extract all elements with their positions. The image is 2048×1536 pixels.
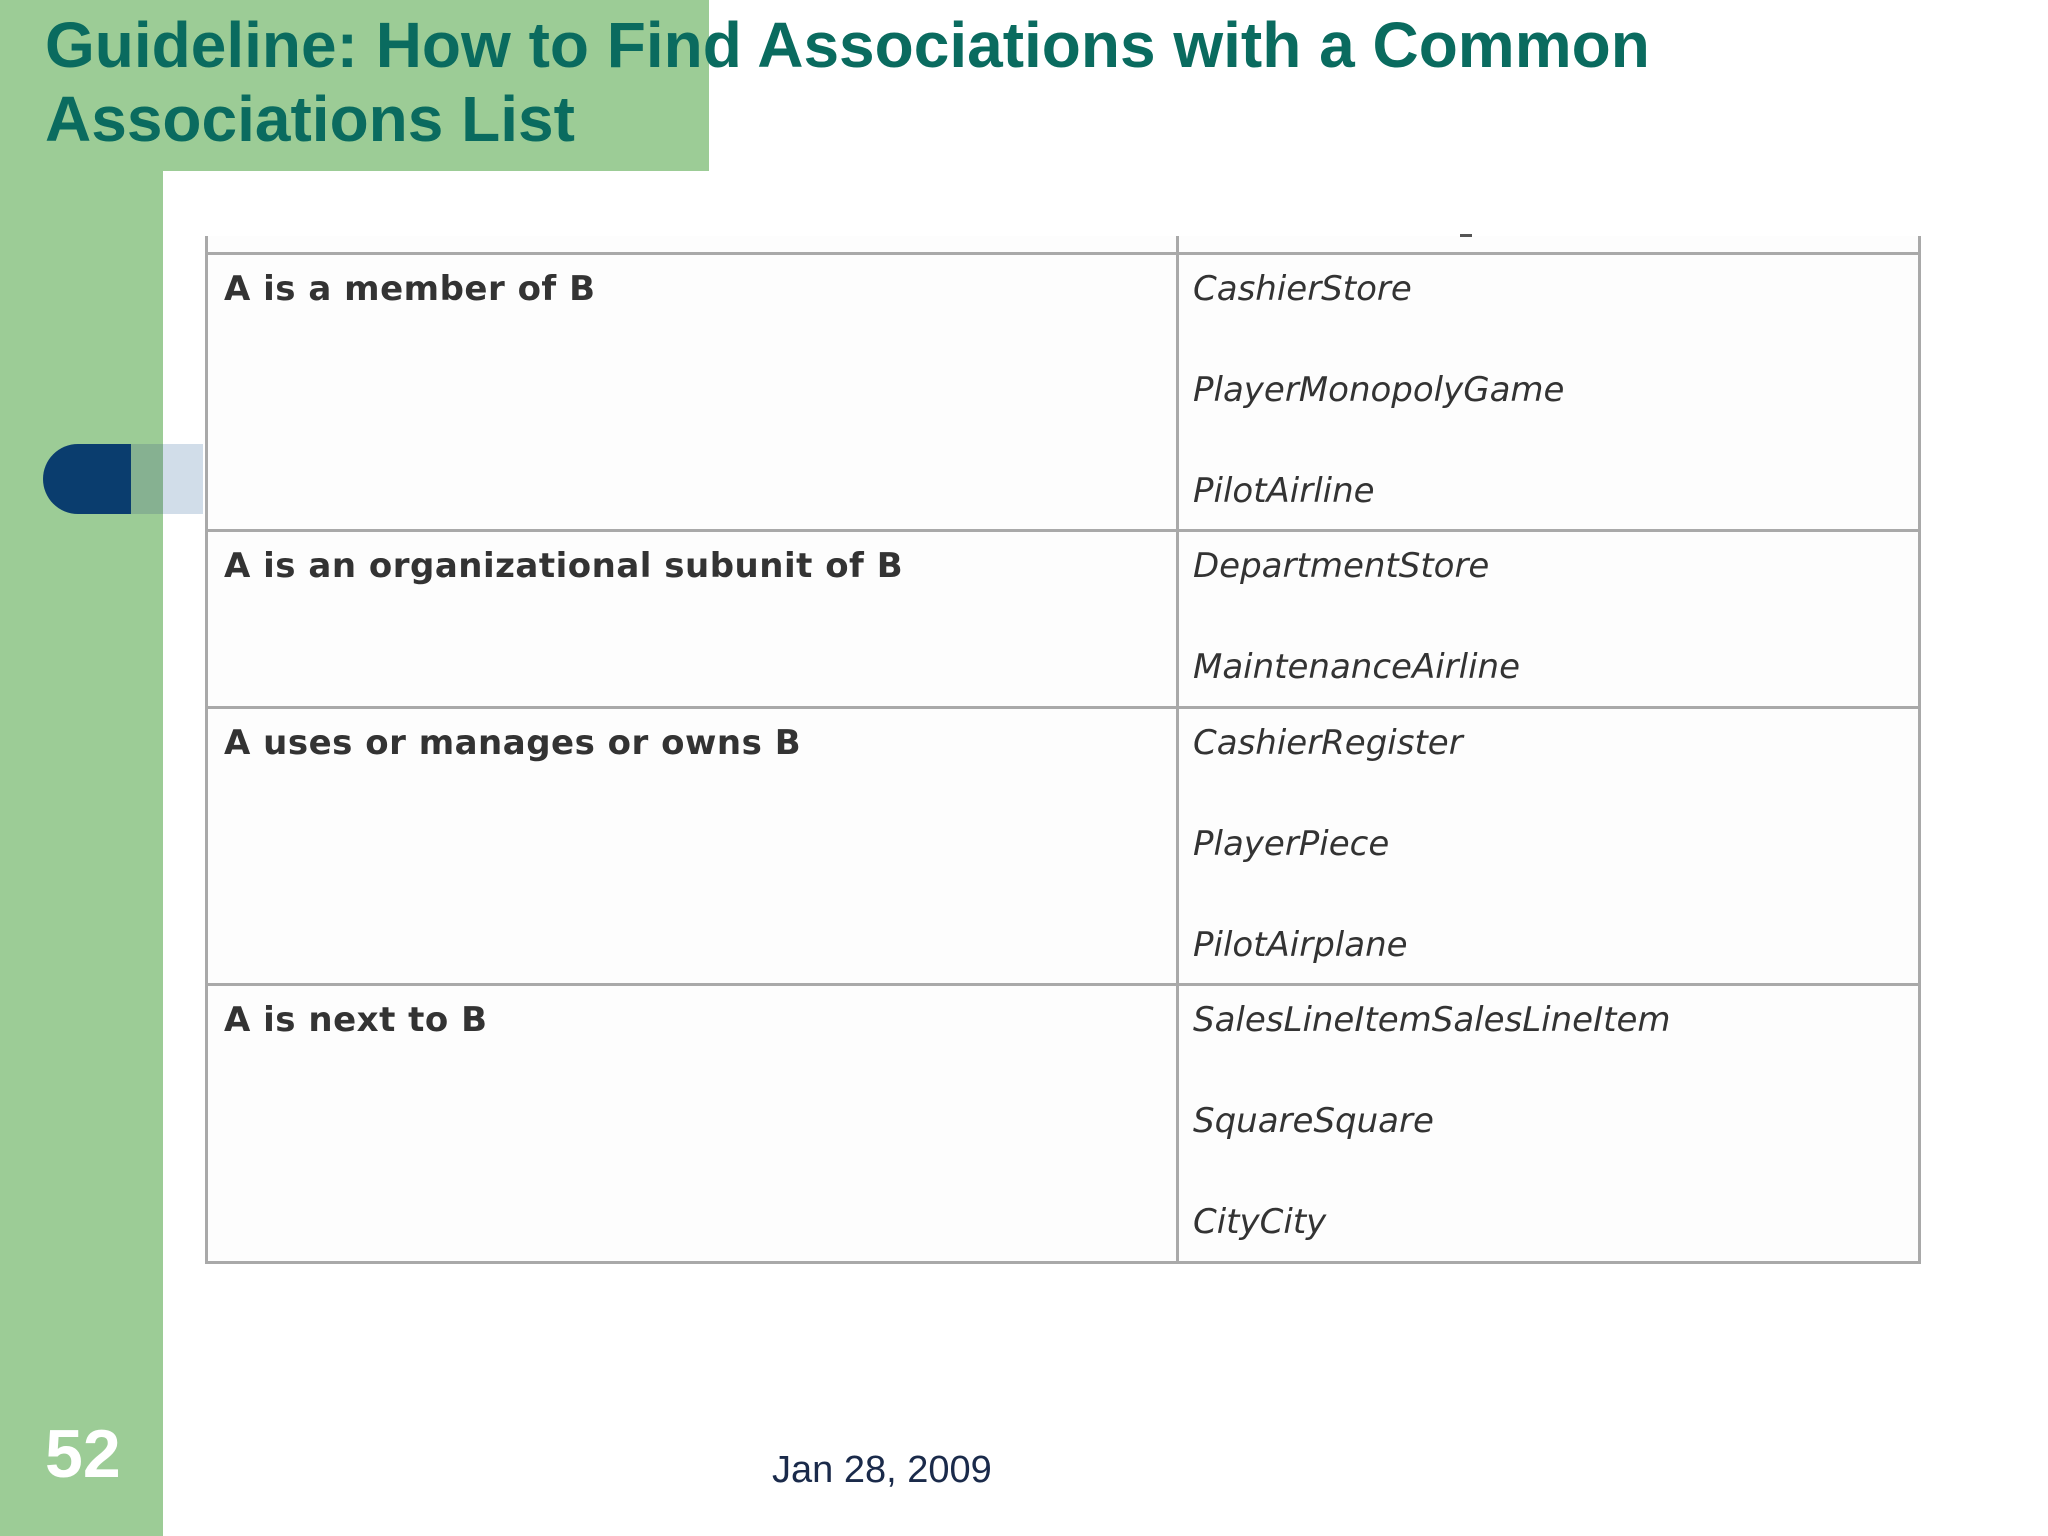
example-item: PilotAirline [1193, 471, 1375, 511]
decorative-pill-light [163, 444, 203, 514]
table-row [208, 252, 1918, 529]
category-cell: A is an organizational subunit of B [224, 546, 904, 586]
example-item: DepartmentStore [1193, 546, 1490, 586]
table-cut-off-mark [1460, 234, 1472, 237]
left-green-band [0, 0, 163, 1536]
example-item: CityCity [1193, 1202, 1327, 1242]
category-cell: A is a member of B [224, 269, 596, 309]
decorative-pill-mid [131, 444, 163, 514]
example-item: CashierRegister [1193, 723, 1463, 763]
example-item: MaintenanceAirline [1193, 647, 1521, 687]
decorative-pill-dark [43, 444, 131, 514]
category-cell: A is next to B [224, 1000, 488, 1040]
slide-title: Guideline: How to Find Associations with a Common Associations List [45, 9, 1650, 155]
category-cell: A uses or manages or owns B [224, 723, 802, 763]
example-item: PilotAirplane [1193, 925, 1408, 965]
examples-cell [1193, 269, 1564, 572]
table-row [208, 983, 1918, 1261]
examples-cell [1193, 1000, 1671, 1303]
page-number: 52 [45, 1416, 121, 1492]
footer-date: Jan 28, 2009 [772, 1449, 992, 1491]
example-item: SquareSquare [1193, 1101, 1434, 1141]
examples-cell [1193, 723, 1463, 1026]
example-item: CashierStore [1193, 269, 1412, 309]
table-row [208, 706, 1918, 983]
associations-table [205, 236, 1921, 1264]
table-row [208, 529, 1918, 706]
example-item: SalesLineItemSalesLineItem [1193, 1000, 1671, 1040]
example-item: PlayerPiece [1193, 824, 1390, 864]
example-item: PlayerMonopolyGame [1193, 370, 1565, 410]
